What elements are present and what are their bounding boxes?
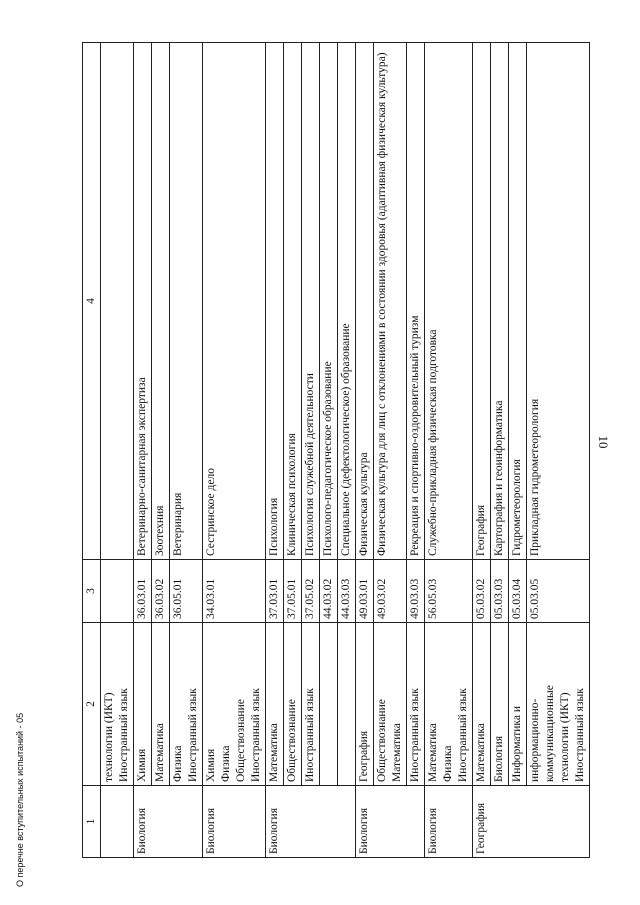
table-row: [152, 43, 170, 858]
table-row: [101, 43, 134, 858]
tests-cell: [374, 623, 407, 786]
code-cell: 05.03.04: [509, 560, 527, 623]
test-line: Обществознание: [235, 699, 247, 782]
name-cell: Клиническая психология: [284, 43, 302, 560]
test-line: Физика: [442, 745, 454, 782]
name-cell: Гидрометеорология: [509, 43, 527, 560]
test-line: Иностранный язык: [574, 688, 586, 782]
code-cell: 36.03.01: [134, 560, 152, 623]
code-cell: 49.03.02: [374, 560, 407, 623]
test-line: Иностранный язык: [409, 688, 421, 782]
table-row: [527, 43, 590, 858]
tests-cell: [170, 623, 203, 786]
name-cell: Физическая культура: [356, 43, 374, 560]
code-cell: 56.05.03: [425, 560, 473, 623]
name-cell: [101, 43, 134, 560]
tests-cell: [407, 623, 425, 786]
table-row: [509, 43, 527, 858]
code-cell: 05.03.02: [473, 560, 491, 623]
tests-cell: [425, 623, 473, 786]
tests-cell: [338, 623, 356, 786]
test-line: Обществознание: [286, 699, 298, 782]
test-line: Физика: [220, 745, 232, 782]
test-line: Иностранный язык: [304, 688, 316, 782]
test-line: Обществознание: [376, 699, 388, 782]
name-cell: Картография и геоинформатика: [491, 43, 509, 560]
code-cell: 36.03.02: [152, 560, 170, 623]
subject-cell: Биология: [425, 786, 473, 858]
tests-cell: [266, 623, 284, 786]
tests-cell: [101, 623, 134, 786]
table-row: [473, 43, 491, 858]
test-line: Физика: [172, 745, 184, 782]
table-row: [320, 43, 338, 858]
test-line: технологии (ИКТ): [559, 692, 571, 782]
name-cell: Психология служебной деятельности: [302, 43, 320, 560]
table-row: [266, 43, 284, 858]
code-cell: 05.03.03: [491, 560, 509, 623]
code-cell: 37.05.02: [302, 560, 320, 623]
subject-cell: Биология: [134, 786, 203, 858]
test-line: информационно-: [529, 698, 541, 782]
tests-cell: [473, 623, 491, 786]
test-line: Химия: [136, 748, 148, 782]
test-line: коммуникационные: [544, 685, 556, 782]
code-cell: 44.03.02: [320, 560, 338, 623]
subject-cell: [101, 786, 134, 858]
table-row: [284, 43, 302, 858]
name-cell: Рекреация и спортивно-оздоровительный туризм: [407, 43, 425, 560]
page-number: 10: [596, 435, 611, 449]
name-cell: Зоотехния: [152, 43, 170, 560]
header-col-1: 1: [83, 786, 101, 858]
header-col-2: 2: [83, 623, 101, 786]
test-line: Иностранный язык: [187, 688, 199, 782]
tests-cell: [134, 623, 152, 786]
table-row: [134, 43, 152, 858]
subject-cell: Биология: [203, 786, 266, 858]
tests-cell: [284, 623, 302, 786]
code-cell: 36.05.01: [170, 560, 203, 623]
subject-cell: Биология: [356, 786, 425, 858]
rotated-table-container: [82, 43, 586, 858]
test-line: Математика: [391, 723, 403, 782]
test-line: Биология: [493, 735, 505, 782]
code-cell: 34.03.01: [203, 560, 266, 623]
table-header-row: [83, 43, 101, 858]
table-row: [302, 43, 320, 858]
tests-cell: [491, 623, 509, 786]
tests-cell: [302, 623, 320, 786]
tests-cell: [203, 623, 266, 786]
test-line: Иностранный язык: [118, 688, 130, 782]
name-cell: Прикладная гидрометеорология: [527, 43, 590, 560]
tests-cell: [320, 623, 338, 786]
code-cell: 05.03.05: [527, 560, 590, 623]
table-row: [407, 43, 425, 858]
code-cell: 37.05.01: [284, 560, 302, 623]
test-line: Химия: [205, 748, 217, 782]
header-col-3: 3: [83, 560, 101, 623]
name-cell: Специальное (дефектологическое) образование: [338, 43, 356, 560]
name-cell: Служебно-прикладная физическая подготовка: [425, 43, 473, 560]
test-line: География: [358, 730, 370, 782]
name-cell: География: [473, 43, 491, 560]
test-line: технологии (ИКТ): [103, 692, 115, 782]
footer-note: О перечне вступительных испытаний - 05: [15, 712, 25, 887]
name-cell: Психолого-педагогическое образование: [320, 43, 338, 560]
subject-cell: Биология: [266, 786, 356, 858]
code-cell: 37.03.01: [266, 560, 284, 623]
tests-cell: [152, 623, 170, 786]
test-line: Иностранный язык: [457, 688, 469, 782]
name-cell: Ветеринарно-санитарная экспертиза: [134, 43, 152, 560]
test-line: Математика: [475, 723, 487, 782]
name-cell: Психология: [266, 43, 284, 560]
name-cell: Физическая культура для лиц с отклонениями в состоянии здоровья (адаптивная физическая культура): [374, 43, 407, 560]
code-cell: 49.03.03: [407, 560, 425, 623]
tests-cell: [356, 623, 374, 786]
code-cell: 49.03.01: [356, 560, 374, 623]
table-row: [425, 43, 473, 858]
test-line: Иностранный язык: [250, 688, 262, 782]
table-row: [356, 43, 374, 858]
table-row: [491, 43, 509, 858]
subject-cell: География: [473, 786, 590, 858]
name-cell: Сестринское дело: [203, 43, 266, 560]
tests-cell: [509, 623, 527, 786]
table-row: [338, 43, 356, 858]
test-line: Математика: [268, 723, 280, 782]
code-cell: [101, 560, 134, 623]
test-line: Информатика и: [511, 706, 523, 782]
entrance-tests-table: [82, 42, 590, 858]
code-cell: 44.03.03: [338, 560, 356, 623]
table-row: [170, 43, 203, 858]
table-body: [101, 43, 590, 858]
table-row: [374, 43, 407, 858]
header-col-4: 4: [83, 43, 101, 560]
table-row: [203, 43, 266, 858]
name-cell: Ветеринария: [170, 43, 203, 560]
test-line: Математика: [427, 723, 439, 782]
test-line: Математика: [154, 723, 166, 782]
tests-cell: [527, 623, 590, 786]
